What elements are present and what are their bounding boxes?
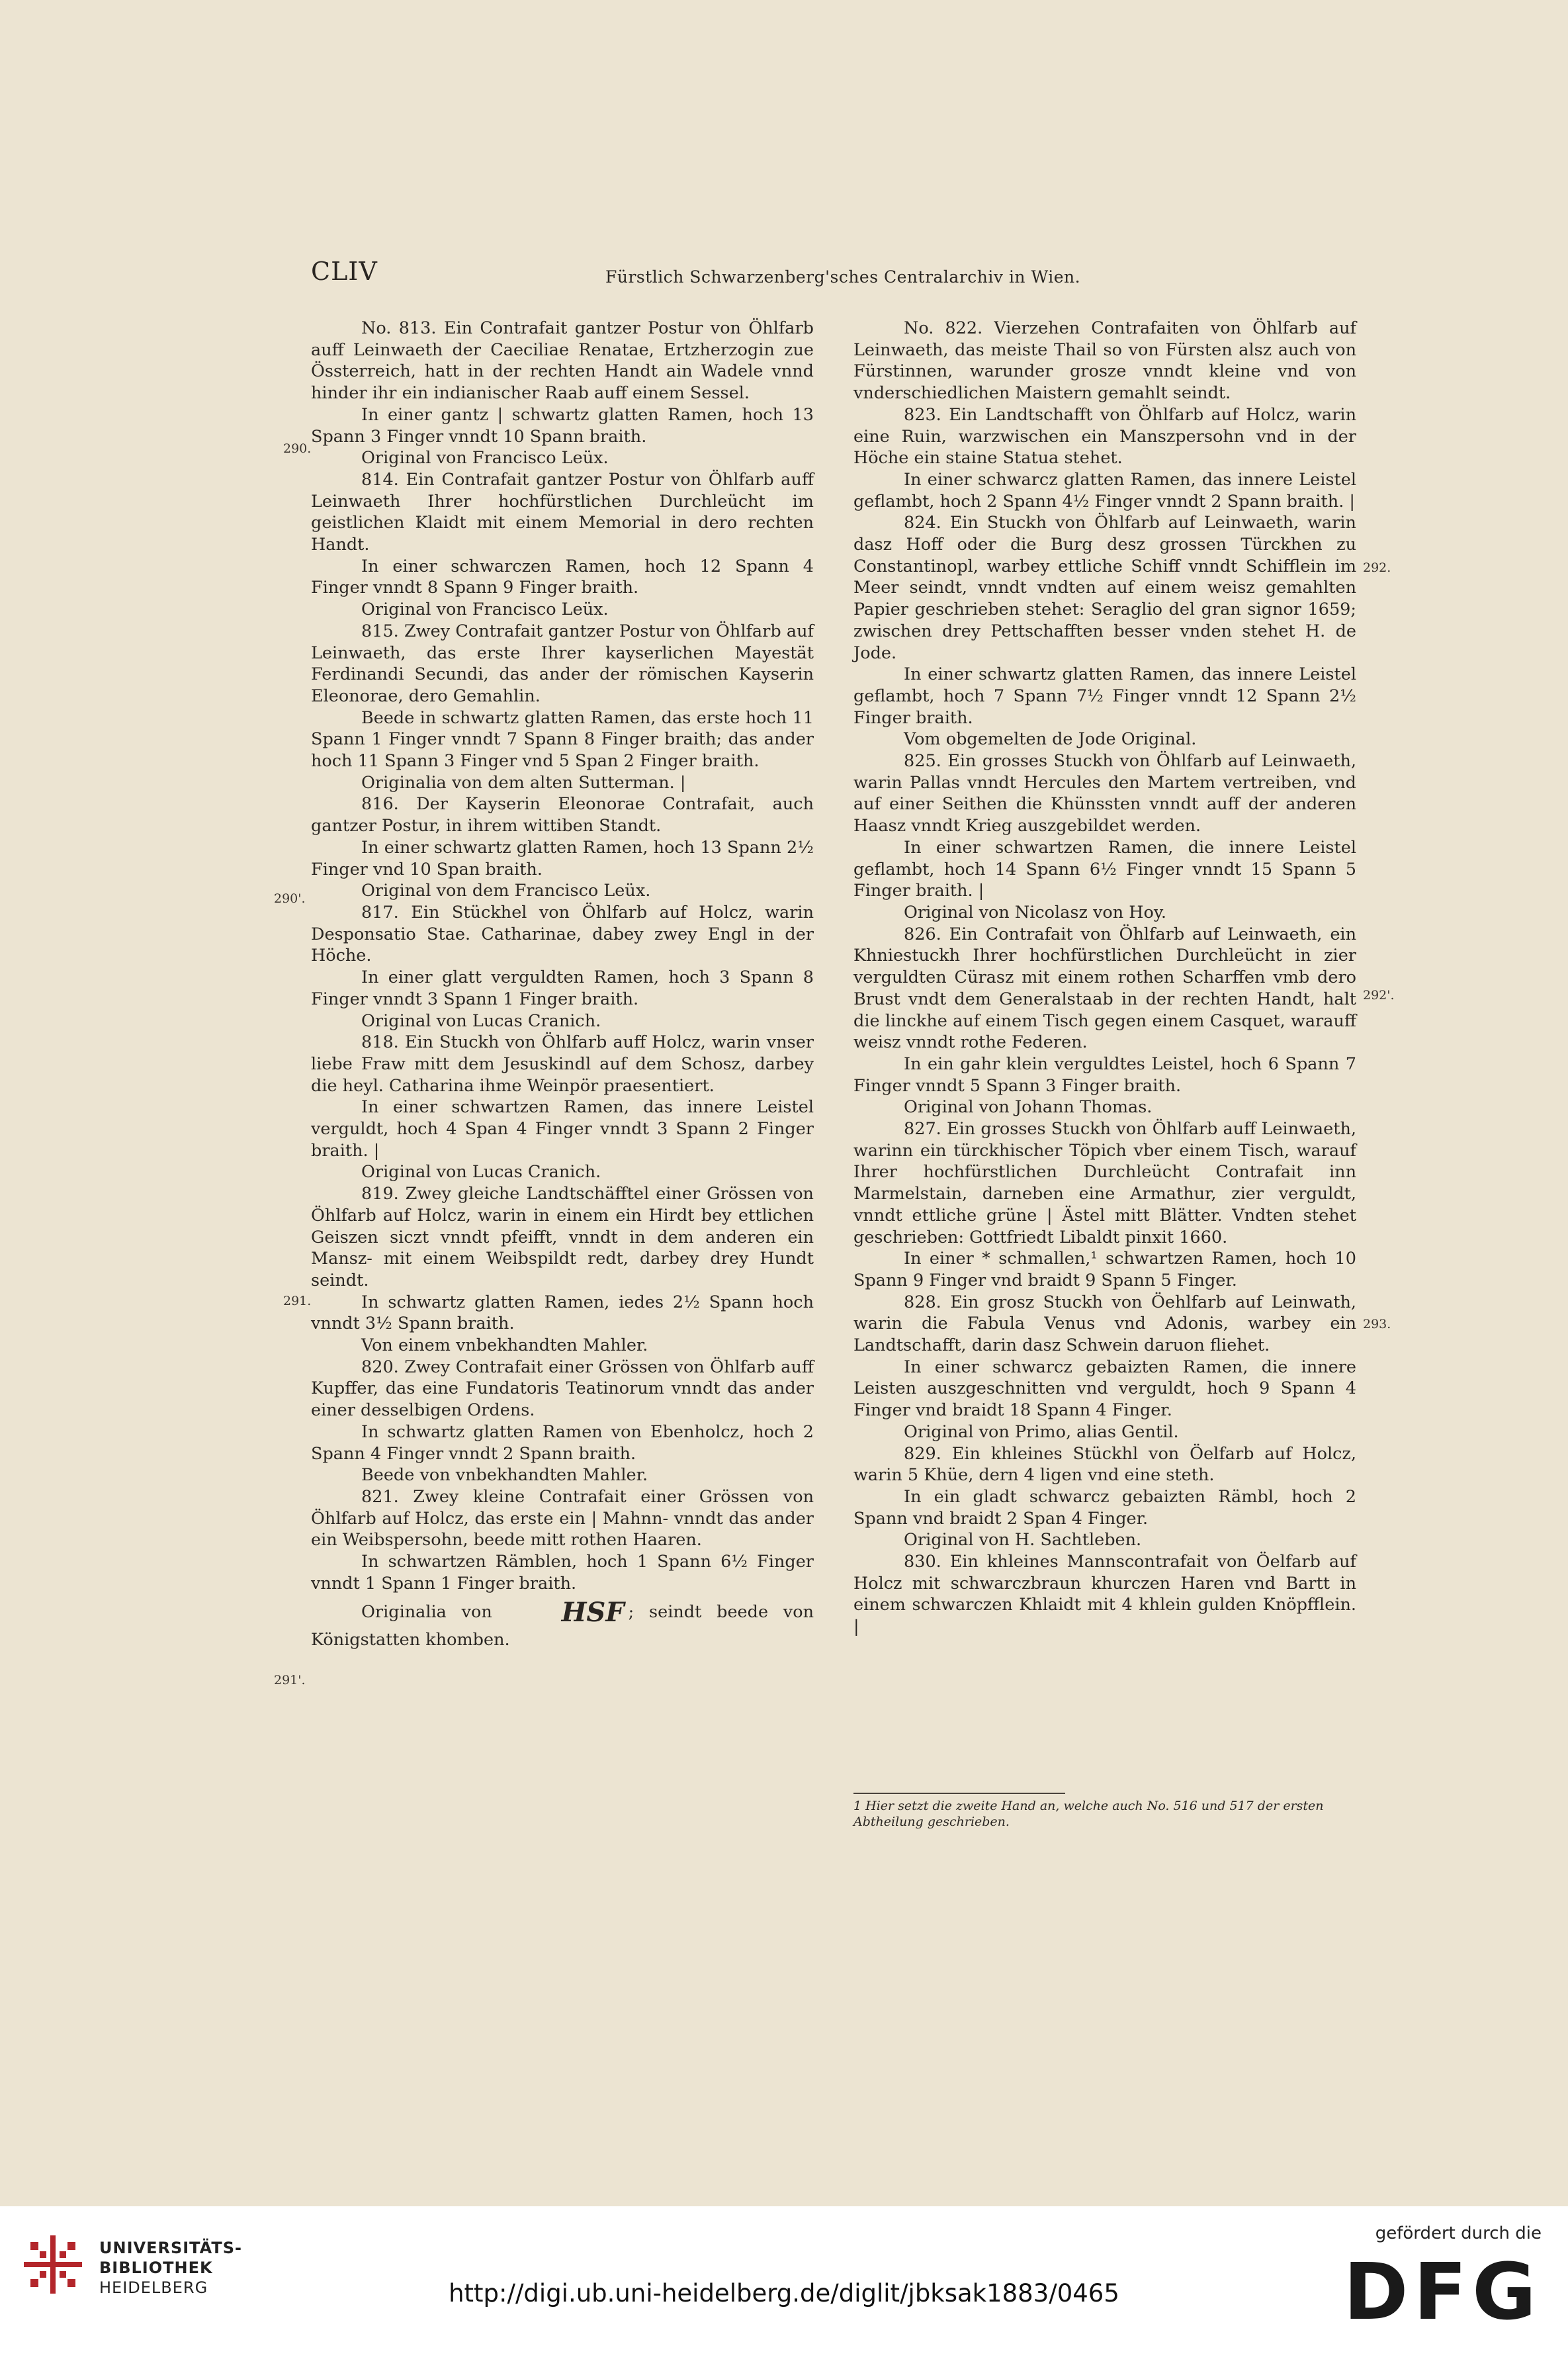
right-column [853,318,1356,1638]
entry-paragraph: Original von H. Sachtleben. [904,1530,1142,1550]
entry-paragraph: 819. Zwey gleiche Landtschäfftel einer Grössen von Öhlfarb auf Holcz, warin in einem ein Hirdt bey ettlichen Geiszen siczt vnndt pfeifft, vnndt in dem anderen ein Mansz- mit einem Weibspildt redt, darbey drey Hundt seindt. [311,1184,814,1290]
entry-paragraph: Beede in schwartz glatten Ramen, das erste hoch 11 Spann 1 Finger vnndt 7 Spann 8 Finger braith; das ander hoch 11 Spann 3 Finger vnd 5 Span 2 Finger braith. [311,707,814,772]
entry-paragraph: In schwartz glatten Ramen, iedes 2½ Spann hoch vnndt 3½ Spann braith. [311,1292,814,1334]
entry-paragraph: Beede von vnbekhandten Mahler. [361,1465,648,1486]
entry-paragraph: 830. Ein khleines Mannscontrafait von Öelfarb auf Holcz mit schwarczbraun khurczen Haren vnd Bartt in einem schwarczen Khlaidt mit 4 khlein gulden Knöpfflein. | [853,1552,1356,1637]
entry-paragraph: In einer schwartz glatten Ramen, das innere Leistel geflambt, hoch 7 Spann 7½ Finger vnndt 12 Spann 2½ Finger braith. [853,664,1356,728]
library-line: HEIDELBERG [99,2278,208,2297]
margin-note: 290. [283,441,312,456]
margin-note: 290'. [274,891,306,906]
entry-paragraph: Original von Lucas Cranich. [361,1010,601,1031]
entry-paragraph: In einer schwarczen Ramen, hoch 12 Spann 4 Finger vnndt 8 Spann 9 Finger braith. [311,556,814,598]
entry-paragraph: In ein gladt schwarcz gebaizten Rämbl, hoch 2 Spann vnd braidt 2 Span 4 Finger. [853,1486,1356,1529]
entry-paragraph: 825. Ein grosses Stuckh von Öhlfarb auf Leinwaeth, warin Pallas vnndt Hercules den Martem vertreiben, vnd auf einer Seithen die Khünssten vnndt auff der anderen Haasz vnndt Krieg auszgebildet werden. [853,751,1356,836]
entry-paragraph: 815. Zwey Contrafait gantzer Postur von Öhlfarb auf Leinwaeth, das erste Ihrer kayserlichen Mayestät Ferdinandi Secundi, das ander der römischen Kayserin Eleonorae, dero Gemahlin. [311,621,814,706]
page-number: CLIV [311,257,378,286]
margin-note: 292. [1363,561,1391,575]
entry-paragraph: Original von Johann Thomas. [904,1097,1153,1118]
entry-paragraph: Original von Nicolasz von Hoy. [904,902,1166,922]
entry-paragraph: Original von Francisco Leüx. [361,448,609,469]
footnote-rule [853,1793,1065,1794]
entry-paragraph: In einer schwartzen Ramen, die innere Leistel geflambt, hoch 14 Spann 6½ Finger vnndt 15 Spann 5 Finger braith. | [853,837,1356,901]
entry-paragraph: Original von Primo, alias Gentil. [904,1421,1179,1442]
entry-paragraph: Von einem vnbekhandten Mahler. [361,1335,648,1356]
entry-paragraph: In einer gantz | schwartz glatten Ramen, hoch 13 Spann 3 Finger vnndt 10 Spann braith. [311,404,814,447]
entry-paragraph: 818. Ein Stuckh von Öhlfarb auff Holcz, warin vnser liebe Fraw mitt dem Jesuskindl auf dem Schosz, darbey die heyl. Catharina ihme Weinpör praesentiert. [311,1032,814,1096]
entry-paragraph: In schwartzen Rämblen, hoch 1 Spann 6½ Finger vnndt 1 Spann 1 Finger braith. [311,1552,814,1593]
entry-paragraph: 824. Ein Stuckh von Öhlfarb auf Leinwaeth, warin dasz Hoff oder die Burg desz grossen Türckhen zu Constantinopl, warbey ettliche Schiff vnndt Schifflein im Meer seindt, vnndt vndten auf einem weisz gemahlten Papier geschrieben stehet: Seraglio del gran signor 1659; zwischen drey Pettschafften besser vnden stehet H. de Jode. [853,513,1356,663]
entry-paragraph: In einer schwarcz gebaizten Ramen, die innere Leisten auszgeschnitten vnd verguldt, hoch 9 Spann 4 Finger vnd braidt 18 Spann 4 Finger. [853,1357,1356,1421]
funding-caption: gefördert durch die [1375,2223,1542,2243]
entry-paragraph: 826. Ein Contrafait von Öhlfarb auf Leinwaeth, ein Khniestuckh Ihrer hochfürstlichen Durchleücht in zier verguldten Cürasz mit einem rothen Scharffen vmb dero Brust vndt dem Generalstaab in der rechten Handt, halt die linckhe auf einem Tisch gegen einem Casquet, warauff weisz vnndt rothe Federen. [853,924,1356,1053]
entry-paragraph: No. 822. Vierzehen Contrafaiten von Öhlfarb auf Leinwaeth, das meiste Thail so von Fürsten alsz auch von Fürstinnen, warunder grosze vnndt kleine vnd von vnderschiedlichen Maistern gemahlt seindt. [853,318,1356,404]
entry-paragraph: Original von dem Francisco Leüx. [361,881,651,901]
entry-paragraph: 828. Ein grosz Stuckh von Öehlfarb auf Leinwath, warin die Fabula Venus vnd Adonis, warbey ein Landtschafft, darin dasz Schwein daruon fliehet. [853,1292,1356,1356]
entry-paragraph: 823. Ein Landtschafft von Öhlfarb auf Holcz, warin eine Ruin, warzwischen ein Manszpersohn vnd in der Höche ein staine Statua stehet. [853,404,1356,469]
entry-paragraph: Original von Lucas Cranich. [361,1162,601,1183]
entry-paragraph: 814. Ein Contrafait gantzer Postur von Öhlfarb auff Leinwaeth Ihrer hochfürstlichen Durchleücht im geistlichen Klaidt mit einem Memorial in dero rechten Handt. [311,469,814,555]
entry-paragraph: In ein gahr klein verguldtes Leistel, hoch 6 Spann 7 Finger vnndt 5 Spann 3 Finger braith. [853,1054,1356,1096]
entry-paragraph: 821. Zwey kleine Contrafait einer Grössen von Öhlfarb auf Holcz, das erste ein | Mahnn- vnndt das ander ein Weibspersohn, beede mitt rothen Haaren. [311,1486,814,1550]
running-title: Fürstlich Schwarzenberg'sches Centralarchiv in Wien. [605,267,1081,287]
entry-paragraph: Originalia von dem alten Sutterman. | [361,772,686,793]
entry-paragraph: No. 813. Ein Contrafait gantzer Postur von Öhlfarb auff Leinwaeth der Caeciliae Renatae, Ertzherzogin zue Össterreich, hatt in der rechten Handt ain Wadele vnnd hinder ihr ein indianischer Raab auff einem Sessel. [311,318,814,404]
library-line: UNIVERSITÄTS- [99,2239,243,2257]
permalink-url[interactable]: http://digi.ub.uni-heidelberg.de/diglit/jbksak1883/0465 [449,2279,1119,2308]
signature-paragraph [311,1598,814,1654]
signature-text-before: Originalia von [361,1602,492,1623]
margin-note: 293. [1363,1317,1391,1331]
dfg-logo: DFG [1343,2246,1542,2337]
entry-paragraph: In einer schwartz glatten Ramen, hoch 13 Spann 2½ Finger vnd 10 Span braith. [311,837,814,879]
entry-paragraph: In einer * schmallen,¹ schwartzen Ramen, hoch 10 Spann 9 Finger vnd braidt 9 Spann 5 Finger. [853,1249,1356,1290]
entry-paragraph: In einer schwarcz glatten Ramen, das innere Leistel geflambt, hoch 2 Spann 4½ Finger vnndt 2 Spann braith. | [853,469,1356,512]
footnote: 1 Hier setzt die zweite Hand an, welche auch No. 516 und 517 der ersten Abtheilung geschrieben. [853,1799,1324,1829]
entry-paragraph: 817. Ein Stückhel von Öhlfarb auf Holcz, warin Desponsatio Stae. Catharinae, dabey zwey Engl in der Höche. [311,902,814,966]
artist-monogram: HSF [561,1597,625,1629]
signature-text-after: ; seindt beede von Königstatten khomben. [311,1602,814,1650]
entry-paragraph: 827. Ein grosses Stuckh von Öhlfarb auff Leinwaeth, warinn ein türckhischer Töpich vber einem Tisch, warauf Ihrer hochfürstlichen Durchleücht Contrafait inn Marmelstain, darneben eine Armathur, zier verguldt, vnndt ettliche grüne | Ästel mitt Blätter. Vndten stehet geschrieben: Gottfriedt Libaldt pinxit 1660. [853,1119,1356,1247]
margin-note: 292'. [1363,988,1395,1003]
entry-paragraph: 829. Ein khleines Stückhl von Öelfarb auf Holcz, warin 5 Khüe, dern 4 ligen vnd eine steth. [853,1443,1356,1486]
entry-paragraph: Vom obgemelten de Jode Original. [904,729,1197,750]
left-column [311,318,814,1654]
entry-paragraph: 816. Der Kayserin Eleonorae Contrafait, auch gantzer Postur, in ihrem wittiben Standt. [311,794,814,836]
entry-paragraph: Original von Francisco Leüx. [361,600,609,620]
entry-paragraph: In einer glatt verguldten Ramen, hoch 3 Spann 8 Finger vnndt 3 Spann 1 Finger braith. [311,967,814,1009]
library-line: BIBLIOTHEK [99,2259,213,2277]
margin-note: 291'. [274,1673,306,1687]
entry-paragraph: 820. Zwey Contrafait einer Grössen von Öhlfarb auff Kupffer, das eine Fundatoris Teatinorum vnndt das ander einer desselbigen Ordens. [311,1357,814,1421]
margin-note: 291. [283,1294,312,1308]
footer-bar [0,2206,1568,2377]
entry-paragraph: In schwartz glatten Ramen von Ebenholcz, hoch 2 Spann 4 Finger vnndt 2 Spann braith. [311,1421,814,1464]
entry-paragraph: In einer schwartzen Ramen, das innere Leistel verguldt, hoch 4 Span 4 Finger vnndt 3 Spann 2 Finger braith. | [311,1097,814,1161]
